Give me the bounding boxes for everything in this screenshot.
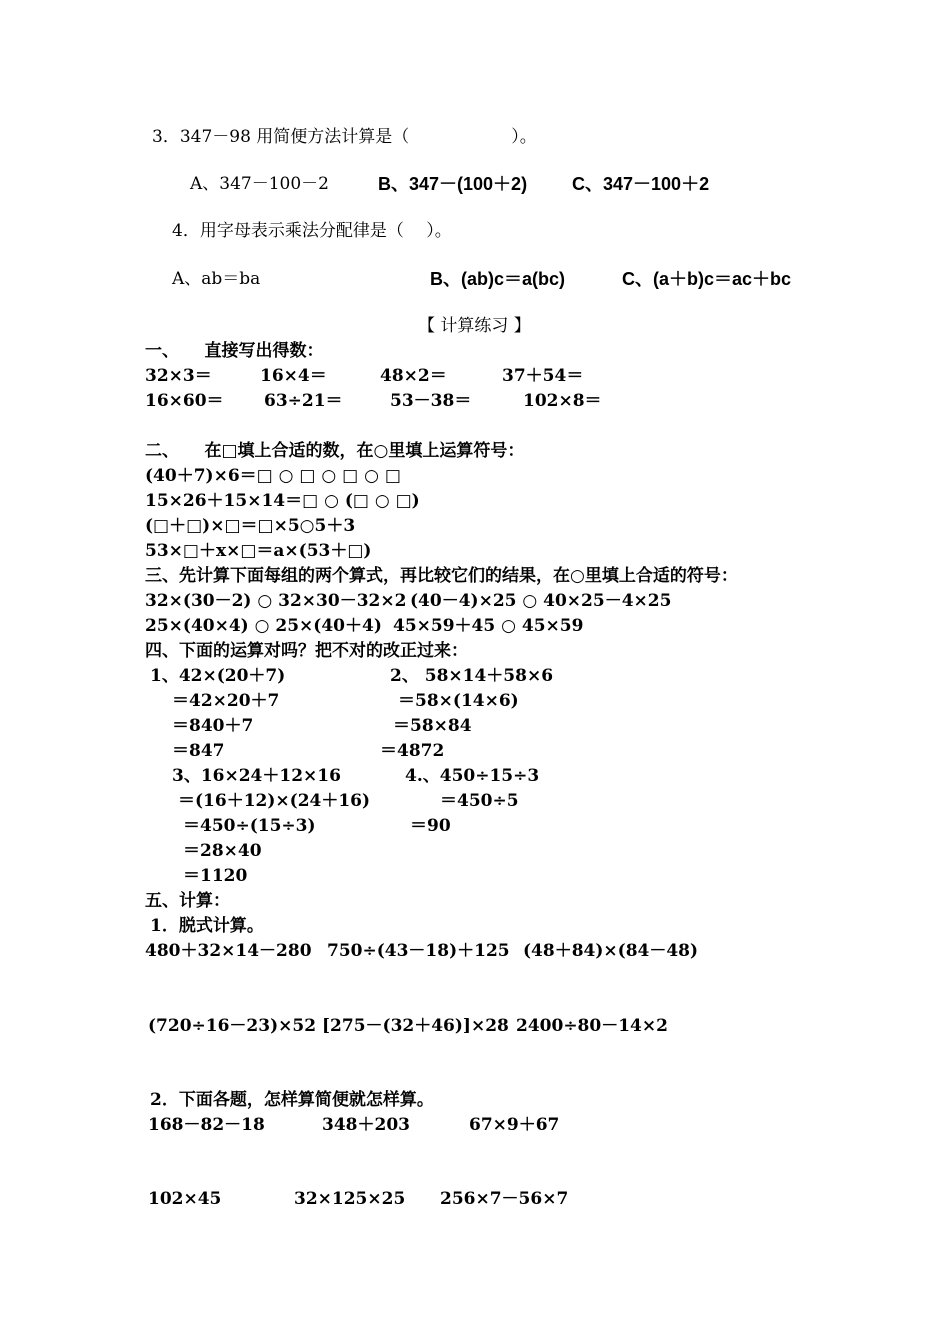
part2-line: (□＋□)×□＝□×5○5＋3 xyxy=(145,516,356,536)
part2-line: 15×26＋15×14＝□ ○ (□ ○ □) xyxy=(145,491,420,511)
part3-item: (40－4)×25 ○ 40×25－4×25 xyxy=(410,591,672,611)
part5-heading: 五、计算： xyxy=(145,891,230,911)
part5-problem: 348＋203 xyxy=(322,1115,410,1135)
part3-item: 45×59＋45 ○ 45×59 xyxy=(393,616,584,636)
part4-step: ＝28×40 xyxy=(183,841,262,861)
part2-line: (40＋7)×6＝□ ○ □ ○ □ ○ □ xyxy=(145,466,401,486)
part1-heading: 一、 直接写出得数： xyxy=(145,341,324,361)
part4-step: ＝450÷5 xyxy=(440,791,519,811)
part1-item: 53－38＝ xyxy=(390,391,472,411)
part5-problem: 256×7－56×7 xyxy=(440,1189,569,1209)
part1-item: 48×2＝ xyxy=(380,366,447,386)
part1-item: 63÷21＝ xyxy=(264,391,343,411)
q3-option-c: C、347－100＋2 xyxy=(572,174,710,194)
part4-step: ＝4872 xyxy=(380,741,445,761)
part4-step: 3、16×24＋12×16 xyxy=(172,766,341,786)
part4-step: ＝42×20＋7 xyxy=(172,691,280,711)
q3-option-a: A、347－100－2 xyxy=(190,174,329,194)
part1-item: 102×8＝ xyxy=(523,391,602,411)
part5-problem: 2400÷80－14×2 xyxy=(516,1016,668,1036)
part5-problem: 32×125×25 xyxy=(294,1189,406,1209)
q4-option-a: A、ab＝ba xyxy=(172,269,261,289)
part4-step: 2、 58×14＋58×6 xyxy=(390,666,554,686)
part5-problem: 67×9＋67 xyxy=(469,1115,560,1135)
section-title: 【 计算练习 】 xyxy=(418,316,531,336)
part5-sub1: 1．脱式计算。 xyxy=(150,916,264,936)
part2-heading: 二、 在□填上合适的数，在○里填上运算符号： xyxy=(145,441,525,461)
part5-problem: 168－82－18 xyxy=(148,1115,265,1135)
part5-problem: 480＋32×14－280 xyxy=(145,941,312,961)
q3-option-b: B、347－(100＋2) xyxy=(378,174,528,194)
part4-step: ＝58×(14×6) xyxy=(398,691,519,711)
part1-item: 16×60＝ xyxy=(145,391,224,411)
part5-problem: [275－(32＋46)]×28 xyxy=(322,1016,509,1036)
part1-item: 32×3＝ xyxy=(145,366,212,386)
part4-step: 1、42×(20＋7) xyxy=(150,666,286,686)
part3-item: 32×(30－2) ○ 32×30－32×2 xyxy=(145,591,407,611)
part4-step: ＝58×84 xyxy=(393,716,472,736)
part4-step: ＝(16＋12)×(24＋16) xyxy=(178,791,371,811)
part4-step: ＝90 xyxy=(410,816,451,836)
part5-problem: (720÷16－23)×52 xyxy=(148,1016,317,1036)
part5-problem: (48＋84)×(84－48) xyxy=(523,941,699,961)
q3-question: 3．347－98 用简便方法计算是（ ）。 xyxy=(152,127,537,147)
part3-heading: 三、先计算下面每组的两个算式，再比较它们的结果，在○里填上合适的符号： xyxy=(145,566,738,586)
part5-problem: 750÷(43－18)＋125 xyxy=(327,941,510,961)
part4-heading: 四、下面的运算对吗？把不对的改正过来： xyxy=(145,641,468,661)
part5-sub2: 2．下面各题，怎样算简便就怎样算。 xyxy=(150,1090,434,1110)
part4-step: ＝450÷(15÷3) xyxy=(183,816,316,836)
part1-item: 16×4＝ xyxy=(260,366,327,386)
q4-option-b: B、(ab)c＝a(bc) xyxy=(430,269,566,289)
q4-option-c: C、(a＋b)c＝ac＋bc xyxy=(622,269,792,289)
part3-item: 25×(40×4) ○ 25×(40＋4) xyxy=(145,616,382,636)
part2-line: 53×□＋x×□＝a×(53＋□) xyxy=(145,541,372,561)
part4-step: ＝1120 xyxy=(183,866,248,886)
part4-step: ＝840＋7 xyxy=(172,716,254,736)
q4-question: 4．用字母表示乘法分配律是（ ）。 xyxy=(172,221,452,241)
part4-step: ＝847 xyxy=(172,741,225,761)
part1-item: 37＋54＝ xyxy=(502,366,584,386)
part4-step: 4.、450÷15÷3 xyxy=(405,766,540,786)
part5-problem: 102×45 xyxy=(148,1189,222,1209)
